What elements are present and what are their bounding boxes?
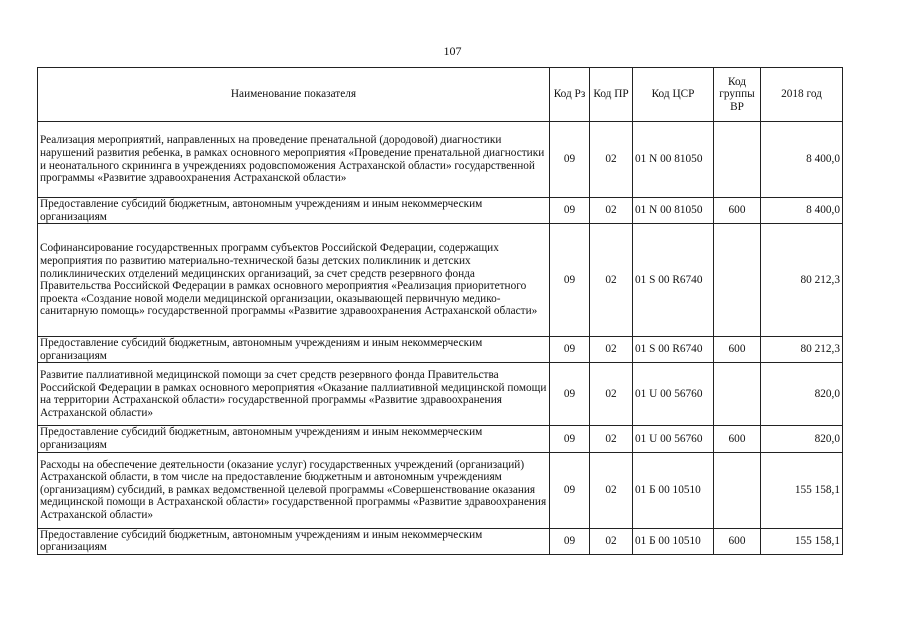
row-pr: 02	[590, 528, 633, 554]
row-pr: 02	[590, 452, 633, 528]
row-vr: 600	[714, 337, 761, 363]
row-name: Софинансирование государственных программ субъектов Российской Федерации, содержащих мероприятия по развитию материально-технической базы детских поликлиник и детских поликлинических отделений медицинских организаций, за счет средств резервного фонда Правительства Российской Федерации в рамках основного мероприятия «Реализация приоритетного проекта «Создание новой модели медицинской организации, оказывающей первичную медико-санитарную помощь» государственной программы «Развитие здравоохранения Астраханской области»	[38, 224, 550, 337]
row-pr: 02	[590, 337, 633, 363]
header-csr: Код ЦСР	[633, 68, 714, 122]
table-row	[38, 452, 843, 528]
header-vr: Код группы ВР	[714, 68, 761, 122]
table-row	[38, 528, 843, 554]
row-amount: 8 400,0	[761, 198, 843, 224]
header-year: 2018 год	[761, 68, 843, 122]
budget-table	[37, 67, 843, 555]
row-amount: 155 158,1	[761, 528, 843, 554]
row-pr: 02	[590, 426, 633, 452]
row-vr	[714, 224, 761, 337]
row-vr: 600	[714, 528, 761, 554]
row-name: Развитие паллиативной медицинской помощи за счет средств резервного фонда Правительства Российской Федерации в рамках основного мероприятия «Оказание паллиативной медицинской помощи на территории Астраханской области» государственной программы «Развитие здравоохранения Астраханской области»	[38, 363, 550, 426]
row-name: Предоставление субсидий бюджетным, автономным учреждениям и иным некоммерческим организациям	[38, 426, 550, 452]
row-csr: 01 S 00 R6740	[633, 337, 714, 363]
header-name: Наименование показателя	[38, 68, 550, 122]
row-rz: 09	[550, 122, 590, 198]
row-amount: 820,0	[761, 426, 843, 452]
row-pr: 02	[590, 198, 633, 224]
table-row	[38, 198, 843, 224]
row-pr: 02	[590, 224, 633, 337]
table-header-row	[38, 68, 843, 122]
row-pr: 02	[590, 363, 633, 426]
row-rz: 09	[550, 198, 590, 224]
row-csr: 01 N 00 81050	[633, 122, 714, 198]
row-csr: 01 Б 00 10510	[633, 528, 714, 554]
row-pr: 02	[590, 122, 633, 198]
table-row	[38, 363, 843, 426]
row-rz: 09	[550, 337, 590, 363]
table-row	[38, 426, 843, 452]
header-pr: Код ПР	[590, 68, 633, 122]
row-amount: 820,0	[761, 363, 843, 426]
header-rz: Код Рз	[550, 68, 590, 122]
row-name: Предоставление субсидий бюджетным, автономным учреждениям и иным некоммерческим организациям	[38, 198, 550, 224]
table-row	[38, 337, 843, 363]
row-amount: 80 212,3	[761, 337, 843, 363]
row-amount: 8 400,0	[761, 122, 843, 198]
row-vr	[714, 122, 761, 198]
row-vr	[714, 452, 761, 528]
row-rz: 09	[550, 452, 590, 528]
row-csr: 01 U 00 56760	[633, 426, 714, 452]
row-name: Предоставление субсидий бюджетным, автономным учреждениям и иным некоммерческим организациям	[38, 528, 550, 554]
row-rz: 09	[550, 363, 590, 426]
row-name: Расходы на обеспечение деятельности (оказание услуг) государственных учреждений (организаций) Астраханской области, в том числе на предоставление бюджетным и автономным учреждениям (организациям) субсидий, в рамках ведомственной целевой программы «Совершенствование оказания медицинской помощи в Астраханской области» государственной программы «Развитие здравоохранения Астраханской области»	[38, 452, 550, 528]
row-rz: 09	[550, 224, 590, 337]
row-csr: 01 N 00 81050	[633, 198, 714, 224]
row-vr: 600	[714, 198, 761, 224]
row-rz: 09	[550, 426, 590, 452]
row-name: Предоставление субсидий бюджетным, автономным учреждениям и иным некоммерческим организациям	[38, 337, 550, 363]
page-number: 107	[443, 44, 462, 58]
row-csr: 01 S 00 R6740	[633, 224, 714, 337]
table-row	[38, 224, 843, 337]
row-rz: 09	[550, 528, 590, 554]
row-vr	[714, 363, 761, 426]
row-csr: 01 U 00 56760	[633, 363, 714, 426]
row-vr: 600	[714, 426, 761, 452]
row-amount: 80 212,3	[761, 224, 843, 337]
row-csr: 01 Б 00 10510	[633, 452, 714, 528]
row-amount: 155 158,1	[761, 452, 843, 528]
table-row	[38, 122, 843, 198]
row-name: Реализация мероприятий, направленных на проведение пренатальной (дородовой) диагностики нарушений развития ребенка, в рамках основного мероприятия «Проведение пренатальной диагностики и неонатального скрининга в учреждениях родовспоможения Астраханской области» государственной программы «Развитие здравоохранения Астраханской области»	[38, 122, 550, 198]
